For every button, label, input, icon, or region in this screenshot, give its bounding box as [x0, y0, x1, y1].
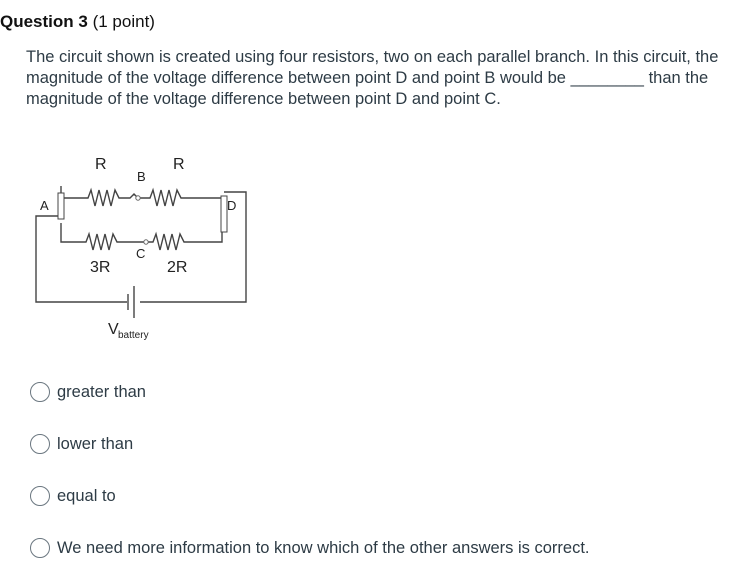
label-node-a: A [40, 198, 49, 213]
circuit-diagram [30, 148, 260, 348]
question-header [0, 12, 155, 32]
answer-option-need-more-info[interactable] [30, 538, 590, 558]
question-number: Question 3 [0, 12, 88, 31]
radio-button[interactable] [30, 382, 50, 402]
label-battery-v: V [108, 321, 119, 338]
outer-loop-wire [36, 216, 127, 302]
node-a-marker [58, 193, 64, 219]
label-bottom-right-r: 2R [167, 259, 188, 276]
answer-label: greater than [57, 382, 146, 401]
question-points: (1 point) [92, 12, 155, 31]
answer-label: We need more information to know which of the other answers is correct. [57, 538, 590, 557]
radio-button[interactable] [30, 486, 50, 506]
answer-label: equal to [57, 486, 116, 505]
radio-button[interactable] [30, 434, 50, 454]
node-b-dot [136, 196, 140, 200]
top-branch-wire [61, 186, 224, 206]
label-top-right-r: R [173, 156, 185, 173]
label-node-b: B [137, 169, 146, 184]
label-top-left-r: R [95, 156, 107, 173]
radio-button[interactable] [30, 538, 50, 558]
label-node-c: C [136, 246, 146, 261]
answer-option-equal-to[interactable] [30, 486, 116, 506]
label-node-d: D [227, 198, 237, 213]
label-bottom-left-r: 3R [90, 259, 111, 276]
question-text: The circuit shown is created using four resistors, two on each parallel branch. In this circuit, the magnitude of the voltage difference between point D and point B would be ________ than the magnitude of the voltage difference between point D and point C. [26, 48, 719, 108]
answer-option-greater-than[interactable] [30, 382, 146, 402]
node-c-dot [144, 240, 148, 244]
answer-label: lower than [57, 434, 134, 453]
label-battery-sub: battery [118, 330, 149, 341]
answer-option-lower-than[interactable] [30, 434, 133, 454]
